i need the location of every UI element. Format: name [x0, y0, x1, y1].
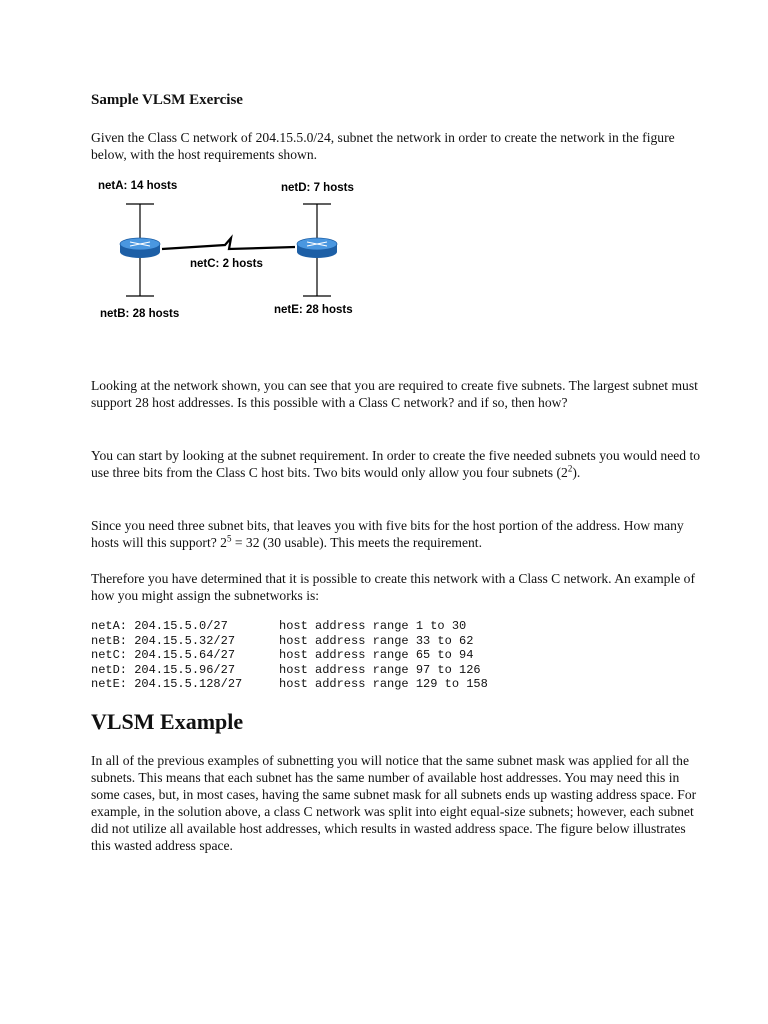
- router-right-icon: [297, 238, 337, 258]
- host-bits-paragraph: [91, 517, 701, 551]
- assignment-row: [91, 619, 488, 634]
- assignment-subnet: netB: 204.15.5.32/27: [91, 633, 236, 648]
- network-diagram: [90, 170, 380, 330]
- assignment-subnet: netE: 204.15.5.128/27: [91, 677, 243, 692]
- assignment-range: host address range 33 to 62: [279, 633, 474, 648]
- subnet-assignment-list: [91, 619, 488, 692]
- assignment-range: host address range 129 to 158: [279, 677, 488, 692]
- assignment-range: host address range 1 to 30: [279, 619, 467, 633]
- subnet-bits-text: You can start by looking at the subnet requirement. In order to create the five needed subnets you would need to use three bits from the Class C host bits. Two bits would only allow you four subnets (2: [91, 448, 701, 480]
- assignment-range: host address range 97 to 126: [279, 662, 481, 677]
- assignment-range: host address range 65 to 94: [279, 648, 474, 663]
- analysis-paragraph: Looking at the network shown, you can see that you are required to create five subnets. The largest subnet must support 28 host addresses. Is this possible with a Class C network? and if so, then how?: [91, 378, 698, 410]
- host-bits-exponent: 5: [226, 533, 232, 544]
- serial-link: [162, 238, 295, 249]
- netC-label: netC: 2 hosts: [190, 258, 263, 270]
- assignment-row: [91, 648, 488, 663]
- conclusion-paragraph: Therefore you have determined that it is possible to create this network with a Class C network. An example of how you might assign the subnetworks is:: [91, 571, 696, 603]
- subnet-bits-paragraph: [91, 447, 701, 481]
- assignment-subnet: netC: 204.15.5.64/27: [91, 648, 236, 663]
- assignment-row: [91, 677, 488, 692]
- subnet-bits-tail: ).: [572, 465, 581, 480]
- document-title: Sample VLSM Exercise: [91, 92, 243, 108]
- section-heading: VLSM Example: [91, 709, 244, 734]
- assignment-row: [91, 663, 488, 678]
- netA-label: netA: 14 hosts: [98, 180, 178, 192]
- netB-label: netB: 28 hosts: [100, 308, 180, 320]
- netD-label: netD: 7 hosts: [281, 182, 354, 194]
- assignment-row: [91, 634, 488, 649]
- intro-paragraph: Given the Class C network of 204.15.5.0/24, subnet the network in order to create the network in the figure below, with the host requirements shown.: [91, 130, 675, 162]
- netE-label: netE: 28 hosts: [274, 304, 353, 316]
- router-left-icon: [120, 238, 160, 258]
- assignment-subnet: netA: 204.15.5.0/27: [91, 619, 228, 633]
- vlsm-intro-paragraph: In all of the previous examples of subnetting you will notice that the same subnet mask was applied for all the subnets. This means that each subnet has the same number of available host addresses. You may need this in some cases, but, in most cases, having the same subnet mask for all subnets ends up wasting address space. For example, in the solution above, a class C network was split into eight equal-size subnets; however, each subnet did not utilize all available host addresses, which results in wasted address space. The figure below illustrates this wasted address space.: [91, 753, 697, 853]
- subnet-bits-exponent: 2: [567, 463, 573, 474]
- assignment-subnet: netD: 204.15.5.96/27: [91, 662, 236, 677]
- host-bits-tail: = 32 (30 usable). This meets the requirement.: [231, 535, 482, 550]
- host-bits-text: Since you need three subnet bits, that leaves you with five bits for the host portion of the address. How many hosts will this support? 2: [91, 518, 684, 550]
